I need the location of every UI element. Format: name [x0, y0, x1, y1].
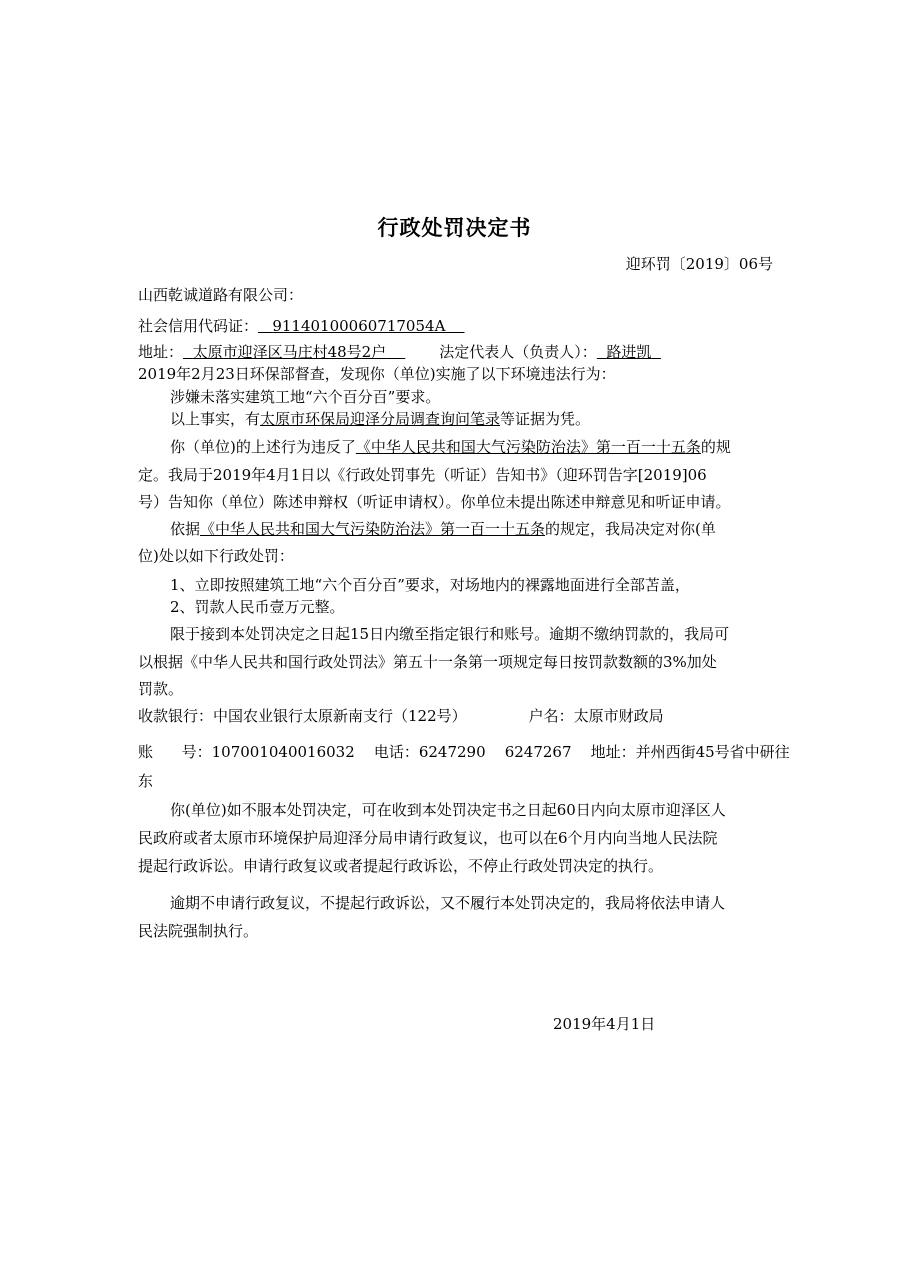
paragraph-enforcement-line2: 民法院强制执行。 [138, 922, 259, 940]
credit-code-line [138, 316, 773, 336]
legal-rep-label: 法定代表人（负责人）： [439, 343, 597, 361]
document-title: 行政处罚决定书 [377, 215, 532, 240]
credit-code-value: 91140100060717054A [272, 317, 446, 335]
recipient-line: 山西乾诚道路有限公司： [138, 286, 304, 304]
paragraph-evidence: 以上事实，有太原市环保局迎泽分局调查询问笔录等证据为凭。 [170, 410, 591, 428]
paragraph-appeal-line1: 你(单位)如不服本处罚决定，可在收到本处罚决定书之日起60日内向太原市迎泽区人 [170, 801, 726, 819]
paragraph-enforcement-line1: 逾期不申请行政复议，不提起行政诉讼，又不履行本处罚决定的，我局将依法申请人 [170, 894, 726, 912]
paragraph-notice-line2: 定。我局于2019年4月1日以《行政处罚事先（听证）告知书》（迎环罚告字[2019]06 [138, 466, 707, 484]
document-number: 迎环罚〔2019〕06号 [625, 255, 773, 273]
bank-name: 收款银行：中国农业银行太原新南支行（122号） [138, 707, 467, 725]
document-date: 2019年4月1日 [553, 1015, 656, 1033]
paragraph-law-violated: 你（单位)的上述行为违反了《中华人民共和国大气污染防治法》第一百一十五条的规 [170, 438, 731, 456]
address-line [138, 342, 773, 362]
account-name: 户名：太原市财政局 [528, 707, 664, 725]
paragraph-violation: 涉嫌未落实建筑工地“六个百分百”要求。 [170, 388, 441, 406]
legal-rep-value: 路进凯 [606, 343, 652, 361]
address-value: 太原市迎泽区马庄村48号2户 [192, 343, 387, 361]
paragraph-basis-line2: 位)处以如下行政处罚： [138, 547, 294, 565]
account-info-line: 账 号：107001040016032 电话：6247290 6247267 地址：并州西街45号省中研往 [138, 743, 790, 761]
credit-code-label: 社会信用代码证： [138, 317, 259, 335]
paragraph-payment-line2: 以根据《中华人民共和国行政处罚法》第五十一条第一项规定每日按罚款数额的3%加处 [138, 653, 717, 671]
evidence-source: 太原市环保局迎泽分局调查询问笔录 [260, 410, 501, 428]
paragraph-payment-line1: 限于接到本处罚决定之日起15日内缴至指定银行和账号。逾期不缴纳罚款的，我局可 [170, 625, 730, 643]
paragraph-appeal-line2: 民政府或者太原市环境保护局迎泽分局申请行政复议，也可以在6个月内向当地人民法院 [138, 829, 718, 847]
paragraph-notice-line3: 号）告知你（单位）陈述申辩权（听证申请权）。你单位未提出陈述申辩意见和听证申请。 [138, 493, 731, 511]
paragraph-payment-line3: 罚款。 [138, 680, 184, 698]
paragraph-appeal-line3: 提起行政诉讼。申请行政复议或者提起行政诉讼，不停止行政处罚决定的执行。 [138, 857, 664, 875]
penalty-item-2: 2、罚款人民币壹万元整。 [170, 598, 345, 616]
paragraph-discovery: 2019年2月23日环保部督查，发现你（单位)实施了以下环境违法行为： [138, 365, 616, 383]
address-label: 地址： [138, 343, 184, 361]
penalty-item-1: 1、立即按照建筑工地“六个百分百”要求，对场地内的裸露地面进行全部苫盖， [170, 576, 690, 594]
law-reference: 《中华人民共和国大气污染防治法》第一百一十五条 [355, 438, 701, 456]
bank-info-line [138, 706, 773, 726]
law-reference-basis: 《中华人民共和国大气污染防治法》第一百一十五条 [200, 520, 546, 538]
paragraph-basis: 依据《中华人民共和国大气污染防治法》第一百一十五条的规定，我局决定对你(单 [170, 520, 716, 538]
account-info-line2: 东 [138, 772, 154, 790]
